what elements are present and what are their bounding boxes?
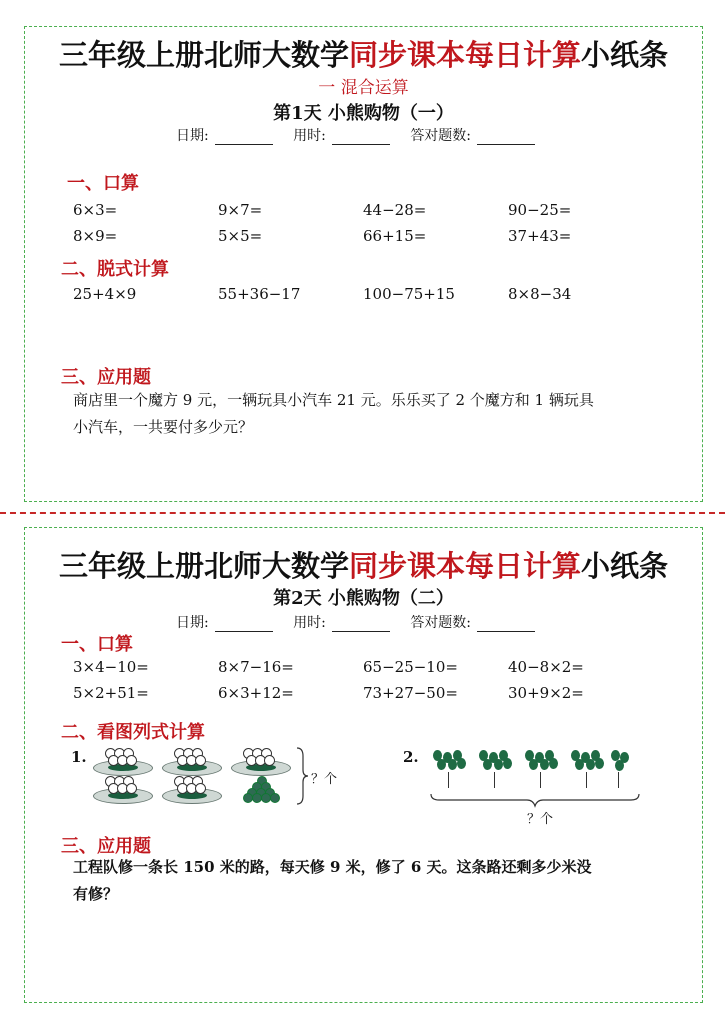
correct-count-label: 答对题数: <box>410 615 472 631</box>
problem: 5×2+51= <box>73 684 149 702</box>
word-problem-line: 有修？ <box>73 885 119 903</box>
word-problem <box>73 387 673 441</box>
problem: 5×5= <box>218 227 263 245</box>
oral-row <box>73 227 673 249</box>
word-problem-line: 商店里一个魔方 9 元，一辆玩具小汽车 21 元。乐乐买了 2 个魔方和 1 辆玩具 <box>73 391 594 409</box>
question-label: ？个 <box>527 812 554 827</box>
buns-icon <box>105 748 139 766</box>
section-heading-word: 三、应用题 <box>61 836 151 857</box>
time-label: 用时: <box>293 615 326 631</box>
problem: 40−8×2= <box>508 658 584 676</box>
day-title: 第2天 小熊购物（二） <box>273 588 454 609</box>
problem: 30+9×2= <box>508 684 584 702</box>
correct-count-blank[interactable] <box>477 617 535 632</box>
bun-pile-icon <box>243 776 279 800</box>
worksheet-title <box>25 33 702 74</box>
buns-icon <box>174 776 208 794</box>
buns-icon <box>174 748 208 766</box>
problem: 8×8−34 <box>508 285 572 303</box>
title-prefix: 三年级上册北师大数学 <box>58 38 349 72</box>
date-label: 日期: <box>175 128 209 144</box>
problem: 8×7−16= <box>218 658 294 676</box>
time-blank[interactable] <box>332 130 390 145</box>
worksheet-card-day1 <box>24 26 703 502</box>
brace-icon <box>429 792 641 808</box>
problem: 90−25= <box>508 201 572 219</box>
section-heading-step: 二、脱式计算 <box>61 259 169 280</box>
balloon-bunch-icon <box>431 750 467 788</box>
section-heading-oral: 一、口算 <box>67 173 139 194</box>
problem: 3×4−10= <box>73 658 149 676</box>
word-problem-line: 小汽车，一共要付多少元？ <box>73 418 254 436</box>
oral-row <box>73 684 673 706</box>
worksheet-title <box>25 544 702 585</box>
problem: 6×3+12= <box>218 684 294 702</box>
time-blank[interactable] <box>332 617 390 632</box>
unit-title: 一 混合运算 <box>318 78 409 98</box>
problem: 6×3= <box>73 201 118 219</box>
problem: 66+15= <box>363 227 427 245</box>
title-suffix: 小纸条 <box>581 549 669 583</box>
date-label: 日期: <box>175 615 209 631</box>
problem: 9×7= <box>218 201 263 219</box>
question-label: ？个 <box>311 772 338 787</box>
meta-fields <box>25 125 702 145</box>
meta-fields <box>25 612 702 632</box>
picture-problem-1 <box>69 746 369 806</box>
correct-count-label: 答对题数: <box>410 128 472 144</box>
balloon-bunch-icon <box>569 750 605 788</box>
problem: 55+36−17 <box>218 285 301 303</box>
title-suffix: 小纸条 <box>581 38 669 72</box>
word-problem-line: 工程队修一条长 150 米的路，每天修 9 米，修了 6 天。这条路还剩多少米没 <box>73 858 592 876</box>
balloon-bunch-icon <box>523 750 559 788</box>
balloon-bunch-icon <box>609 750 631 788</box>
date-blank[interactable] <box>215 617 273 632</box>
problem: 100−75+15 <box>363 285 455 303</box>
correct-count-blank[interactable] <box>477 130 535 145</box>
title-prefix: 三年级上册北师大数学 <box>58 549 349 583</box>
brace-icon <box>295 746 309 806</box>
step-row <box>73 285 673 307</box>
balloon-bunch-icon <box>477 750 513 788</box>
problem: 73+27−50= <box>363 684 458 702</box>
section-heading-picture: 二、看图列式计算 <box>61 722 205 743</box>
problem: 37+43= <box>508 227 572 245</box>
date-blank[interactable] <box>215 130 273 145</box>
problem: 8×9= <box>73 227 118 245</box>
problem: 44−28= <box>363 201 427 219</box>
section-heading-word: 三、应用题 <box>61 367 151 388</box>
time-label: 用时: <box>293 128 326 144</box>
oral-row <box>73 658 673 680</box>
problem-number: 1. <box>71 748 87 766</box>
cut-line <box>0 512 725 514</box>
worksheet-card-day2 <box>24 527 703 1003</box>
buns-icon <box>105 776 139 794</box>
buns-icon <box>243 748 277 766</box>
day-title: 第1天 小熊购物（一） <box>273 103 454 124</box>
word-problem <box>73 854 673 908</box>
title-highlight: 同步课本每日计算 <box>348 549 581 583</box>
title-highlight: 同步课本每日计算 <box>348 38 581 72</box>
oral-row <box>73 201 673 223</box>
section-heading-oral: 一、口算 <box>61 634 133 655</box>
problem: 65−25−10= <box>363 658 458 676</box>
picture-problem-2 <box>401 746 661 826</box>
problem-number: 2. <box>403 748 419 766</box>
problem: 25+4×9 <box>73 285 137 303</box>
